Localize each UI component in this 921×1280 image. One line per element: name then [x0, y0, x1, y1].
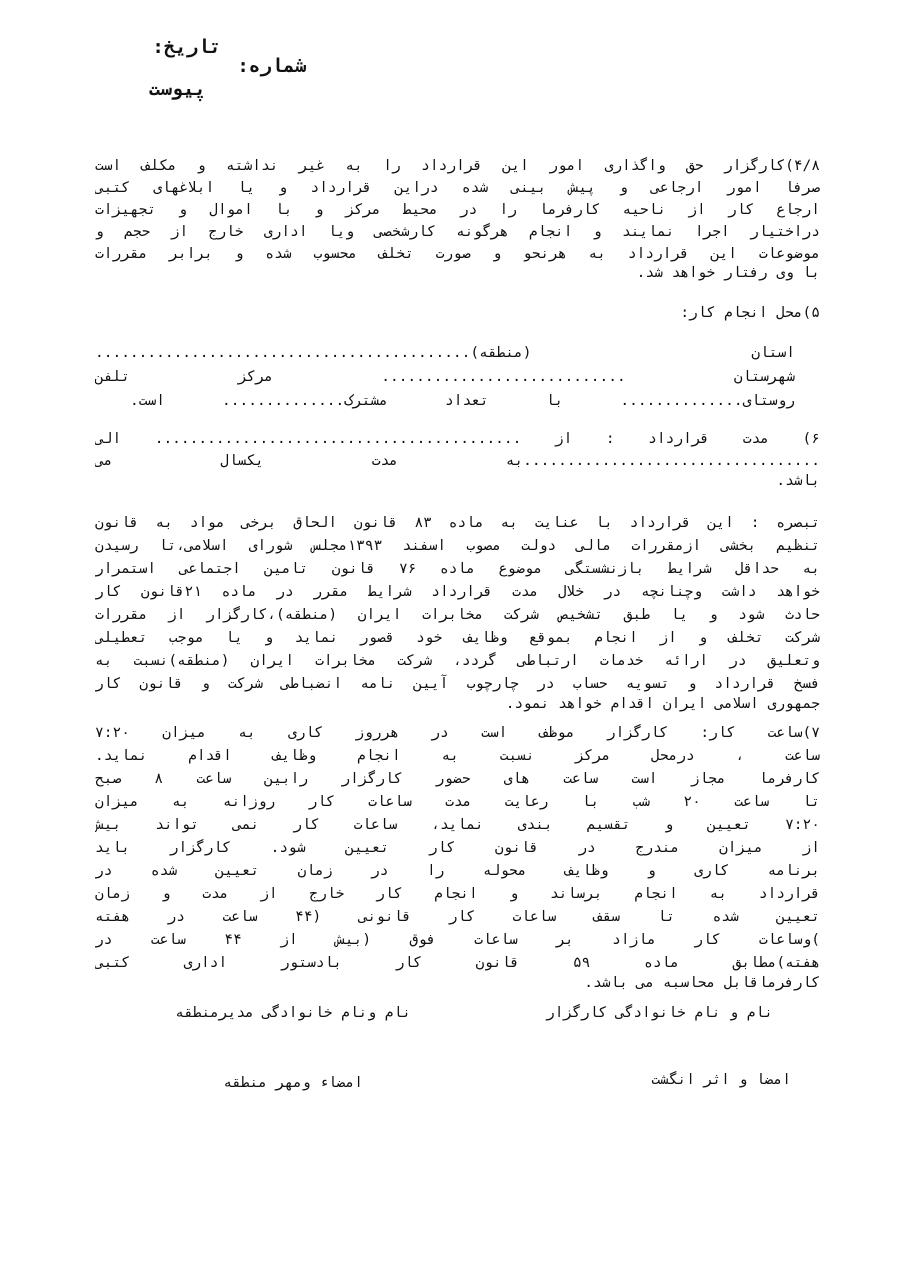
worker-signature-label: امضا و اثر انگشت	[651, 1072, 791, 1088]
note-line: جمهوری اسلامی ایران اقدام خواهد نمود.	[505, 696, 820, 712]
manager-name-label: نام ونام خانوادگی مدیرمنطقه	[175, 1005, 411, 1021]
note-line: تبصره : این قرارداد با عنایت به ماده ۸۳ قانون الحاق برخی مواد به قانون	[95, 515, 820, 531]
clause-line: موضوعات این قرارداد به هرنحو و صورت تخلف محسوب شده و برابر مقررات	[95, 246, 820, 262]
hours-line: تعیین شده تا سقف ساعات کار قانونی (۴۴ ساعت در هفته	[95, 909, 820, 925]
hours-line: کارفرما مجاز است ساعت های حضور کارگزار رابین ساعت ۸ صبح	[95, 771, 820, 787]
note-line: حادث شود و یا طبق تشخیص شرکت مخابرات ایران (منطقه)،کارگزار از مقررات	[95, 607, 820, 623]
hours-line: ۷)ساعت کار: کارگزار موظف است در هرروز کاری به میزان ۷:۲۰	[95, 725, 820, 741]
clause-line: با وی رفتار خواهد شد.	[636, 265, 820, 281]
clause-line: صرفا امور ارجاعی و پیش بینی شده دراین قرارداد و یا ابلاغهای کتبی	[95, 180, 820, 196]
note-line: شرکت تخلف و از انجام بموقع وظایف خود قصور نماید و یا موجب تعطیلی	[95, 630, 820, 646]
clause-line: ۴/۸)کارگزار حق واگذاری امور این قرارداد را به غیر نداشته و مکلف است	[95, 158, 820, 174]
hours-line: )وساعات کار مازاد بر ساعات فوق (بیش از ۴۴ ساعت در	[95, 932, 820, 948]
note-line: فسخ قرارداد و تسویه حساب در چارچوب آیین نامه انضباطی شرکت و قانون کار	[95, 676, 820, 692]
section-heading: ۵)محل انجام کار:	[680, 305, 820, 321]
hours-line: هفته)مطابق ماده ۵۹ قانون کار بادستور اداری کتبی	[95, 955, 820, 971]
clause-line: دراختیار اجرا نمایند و انجام هرگونه کارشخصی ویا اداری خارج از حجم و	[95, 224, 820, 240]
note-line: تنظیم بخشی ازمقررات مالی دولت مصوب اسفند ۱۳۹۳مجلس شورای اسلامی،تا رسیدن	[95, 538, 820, 554]
manager-signature-label: امضاء ومهر منطقه	[223, 1075, 363, 1091]
duration-line: ..................................به مدت یکسال می	[95, 453, 820, 469]
hours-line: قرارداد به انجام برساند و انجام کار خارج از مدت و زمان	[95, 886, 820, 902]
location-city: شهرستان ............................ مرکز تلفن	[95, 369, 795, 385]
worker-name-label: نام و نام خانوادگی کارگزار	[546, 1005, 773, 1021]
hours-line: از میزان مندرج در قانون کار تعیین شود. کارگزار باید	[95, 840, 820, 856]
attachment-label: پیوست	[148, 78, 206, 100]
hours-line: تا ساعت ۲۰ شب با رعایت مدت ساعات کار روزانه به میزان	[95, 794, 820, 810]
hours-line: ۷:۲۰ تعیین و تقسیم بندی نماید، ساعات کار نمی تواند بیش	[95, 817, 820, 833]
note-line: خواهد داشت وچنانچه در خلال مدت قرارداد شرایط مقرر در ماده ۲۱قانون کار	[95, 584, 820, 600]
hours-line: کارفرماقابل محاسبه می باشد.	[584, 975, 820, 991]
location-province: استان (منطقه)...........................................	[95, 345, 795, 361]
date-label: تاریخ:	[152, 36, 221, 58]
hours-line: برنامه کاری و وظایف محوله را در زمان تعیین شده در	[95, 863, 820, 879]
duration-line: باشد.	[776, 473, 820, 489]
hours-line: ساعت ، درمحل مرکز نسبت به انجام وظایف اقدام نماید.	[95, 748, 820, 764]
duration-line: ۶) مدت قرارداد : از .......................................... الی	[95, 431, 820, 447]
number-label: شماره:	[237, 55, 306, 77]
note-line: به حداقل شرایط بازنشستگی موضوع ماده ۷۶ قانون تامین اجتماعی استمرار	[95, 561, 820, 577]
location-village: روستای.............. با تعداد مشترک.............. است.	[130, 393, 795, 409]
note-line: وتعلیق در ارائه خدمات ارتباطی گردد، شرکت مخابرات ایران (منطقه)نسبت به	[95, 653, 820, 669]
clause-line: ارجاع کار از ناحیه کارفرما را در محیط مرکز و با اموال و تجهیزات	[95, 202, 820, 218]
